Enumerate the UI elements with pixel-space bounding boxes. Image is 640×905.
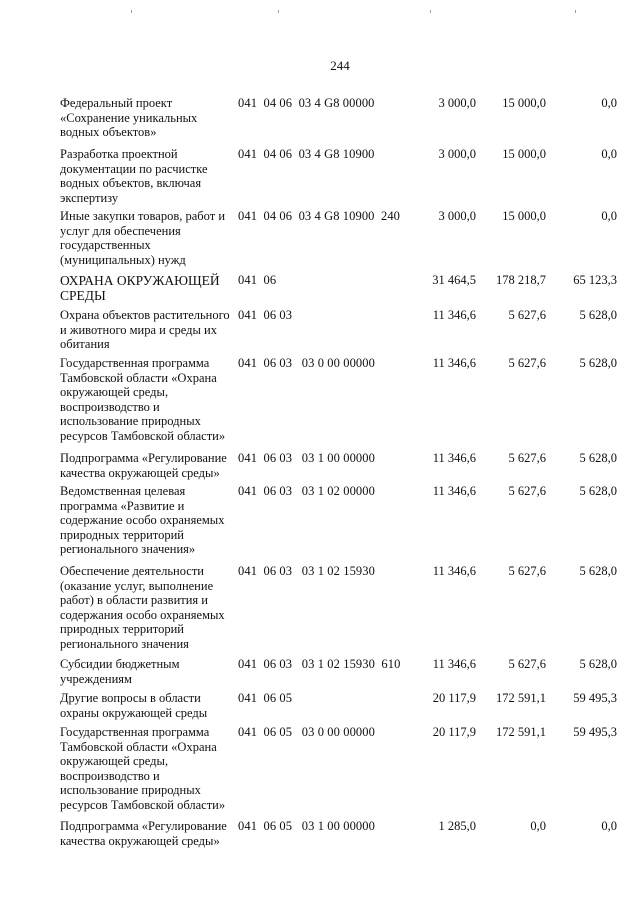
row-value-1: 11 346,6 — [432, 308, 476, 322]
row-value-2: 5 627,6 — [508, 657, 546, 671]
row-code: 041 06 — [238, 273, 277, 287]
row-code: 041 06 05 — [238, 691, 293, 705]
row-name: ОХРАНА ОКРУЖАЮЩЕЙ СРЕДЫ — [60, 273, 220, 303]
row-name: Охрана объектов растительного и животного мира и среды их обитания — [60, 308, 230, 352]
row-code: 041 04 06 03 4 G8 10900 — [238, 147, 375, 161]
row-name: Ведомственная целевая программа «Развитие и содержание особо охраняемых природных территорий регионального значения» — [60, 484, 225, 557]
row-code: 041 04 06 03 4 G8 00000 — [238, 96, 375, 110]
row-value-3: 0,0 — [601, 209, 617, 223]
scan-mark — [575, 10, 576, 13]
row-value-1: 11 346,6 — [432, 484, 476, 498]
row-value-3: 5 628,0 — [579, 308, 617, 322]
row-value-3: 59 495,3 — [573, 725, 617, 739]
row-code: 041 06 05 03 0 00 00000 — [238, 725, 375, 739]
row-value-1: 11 346,6 — [432, 451, 476, 465]
row-code: 041 06 03 03 1 02 00000 — [238, 484, 375, 498]
row-value-3: 65 123,3 — [573, 273, 617, 287]
scan-mark — [430, 10, 431, 13]
row-value-2: 5 627,6 — [508, 564, 546, 578]
row-value-1: 20 117,9 — [432, 691, 476, 705]
row-code: 041 06 03 03 1 00 00000 — [238, 451, 375, 465]
row-value-2: 5 627,6 — [508, 484, 546, 498]
page-number: 244 — [330, 58, 350, 73]
row-value-2: 172 591,1 — [496, 725, 546, 739]
row-name: Субсидии бюджетным учреждениям — [60, 657, 180, 686]
row-value-1: 11 346,6 — [432, 356, 476, 370]
row-value-1: 20 117,9 — [432, 725, 476, 739]
row-value-1: 1 285,0 — [438, 819, 476, 833]
row-value-2: 178 218,7 — [496, 273, 546, 287]
row-value-3: 0,0 — [601, 819, 617, 833]
row-code: 041 06 05 03 1 00 00000 — [238, 819, 375, 833]
row-name: Другие вопросы в области охраны окружающей среды — [60, 691, 208, 720]
row-name: Подпрограмма «Регулирование качества окружающей среды» — [60, 819, 227, 848]
row-value-2: 15 000,0 — [502, 209, 546, 223]
row-value-1: 31 464,5 — [432, 273, 476, 287]
row-code: 041 06 03 03 0 00 00000 — [238, 356, 375, 370]
row-value-1: 11 346,6 — [432, 564, 476, 578]
row-code: 041 06 03 03 1 02 15930 610 — [238, 657, 401, 671]
row-name: Федеральный проект «Сохранение уникальных водных объектов» — [60, 96, 198, 140]
row-value-3: 0,0 — [601, 96, 617, 110]
scan-mark — [278, 10, 279, 13]
row-value-2: 15 000,0 — [502, 96, 546, 110]
row-value-1: 3 000,0 — [438, 96, 476, 110]
row-name: Разработка проектной документации по расчистке водных объектов, включая экспертизу — [60, 147, 208, 205]
row-code: 041 04 06 03 4 G8 10900 240 — [238, 209, 401, 223]
scan-mark — [131, 10, 132, 13]
row-value-3: 5 628,0 — [579, 451, 617, 465]
row-value-3: 0,0 — [601, 147, 617, 161]
row-code: 041 06 03 — [238, 308, 293, 322]
row-value-2: 5 627,6 — [508, 308, 546, 322]
row-name: Иные закупки товаров, работ и услуг для обеспечения государственных (муниципальных) нужд — [60, 209, 226, 267]
row-value-2: 5 627,6 — [508, 451, 546, 465]
row-name: Государственная программа Тамбовской области «Охрана окружающей среды, воспроизводство и использование природных ресурсов Тамбовской области» — [60, 356, 226, 443]
row-name: Обеспечение деятельности (оказание услуг, выполнение работ) в области развития и содержания особо охраняемых природных территорий регионального значения — [60, 564, 225, 651]
row-value-2: 5 627,6 — [508, 356, 546, 370]
row-name: Государственная программа Тамбовской области «Охрана окружающей среды, воспроизводство и использование природных ресурсов Тамбовской области» — [60, 725, 226, 812]
row-value-2: 172 591,1 — [496, 691, 546, 705]
row-value-2: 0,0 — [530, 819, 546, 833]
row-value-2: 15 000,0 — [502, 147, 546, 161]
row-value-3: 59 495,3 — [573, 691, 617, 705]
row-value-3: 5 628,0 — [579, 356, 617, 370]
row-value-1: 11 346,6 — [432, 657, 476, 671]
row-value-3: 5 628,0 — [579, 484, 617, 498]
row-value-1: 3 000,0 — [438, 147, 476, 161]
row-name: Подпрограмма «Регулирование качества окружающей среды» — [60, 451, 227, 480]
row-code: 041 06 03 03 1 02 15930 — [238, 564, 375, 578]
row-value-3: 5 628,0 — [579, 564, 617, 578]
row-value-1: 3 000,0 — [438, 209, 476, 223]
row-value-3: 5 628,0 — [579, 657, 617, 671]
